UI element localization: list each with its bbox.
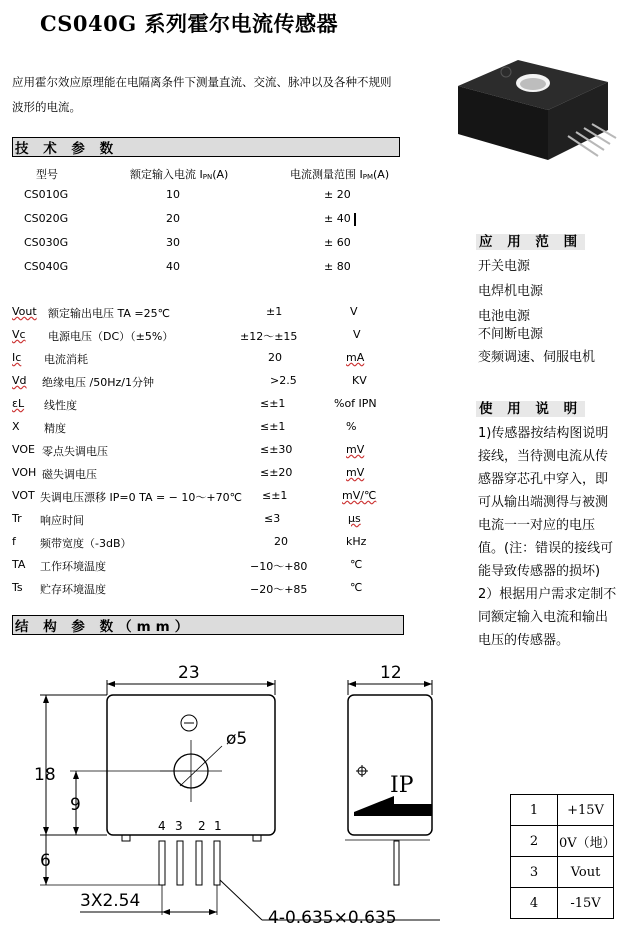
range-cell: ± 60 bbox=[324, 236, 351, 249]
param-name: 磁失调电压 bbox=[42, 468, 97, 481]
model-cell: CS010G bbox=[24, 188, 69, 201]
rated-header: 额定输入电流 $I_{PN}(A)$ bbox=[130, 168, 229, 181]
param-value: 20 bbox=[268, 351, 282, 364]
param-name: 工作环境温度 bbox=[40, 560, 106, 573]
param-symbol: Ts bbox=[12, 581, 23, 594]
param-value: −20～+85 bbox=[250, 583, 308, 596]
param-row bbox=[0, 535, 400, 555]
param-name: 电源电压（DC）（±5%） bbox=[48, 330, 174, 343]
center-dimension: 9 bbox=[70, 795, 81, 815]
usage-paragraph-1: 1)传感器按结构图说明接线，当待测电流从传感器穿芯孔中穿入，即可从输出端测得与被测电流一一对应的电压值。(注：错误的接线可能导致传感器的损坏) bbox=[478, 426, 614, 579]
param-unit: V bbox=[350, 305, 358, 318]
model-table bbox=[0, 188, 420, 288]
pin-number: 3 bbox=[175, 819, 183, 833]
param-unit: KV bbox=[352, 374, 367, 387]
application-item: 开关电源 bbox=[478, 259, 531, 274]
param-row bbox=[0, 512, 400, 532]
param-name: 电流消耗 bbox=[44, 353, 88, 366]
pin-num: 4 bbox=[511, 888, 558, 919]
range-header: 电流测量范围 $I_{PM}(A)$ bbox=[290, 168, 390, 181]
pin-row bbox=[511, 826, 614, 857]
param-row bbox=[0, 305, 400, 325]
param-unit: μs bbox=[348, 512, 361, 525]
param-name: 线性度 bbox=[44, 399, 77, 412]
pin-func: Vout bbox=[558, 857, 614, 888]
pin-row bbox=[511, 795, 614, 826]
param-unit: V bbox=[353, 328, 361, 341]
model-cell: CS040G bbox=[24, 260, 69, 273]
param-row bbox=[0, 466, 400, 486]
table-row bbox=[0, 260, 400, 280]
range-cell: ± 80 bbox=[324, 260, 351, 273]
param-symbol: Vd bbox=[12, 374, 27, 387]
structure-section-header bbox=[12, 615, 404, 635]
model-cell: CS030G bbox=[24, 236, 69, 249]
text-cursor bbox=[354, 213, 356, 226]
param-value: ≤±1 bbox=[262, 489, 288, 502]
pin-number: 1 bbox=[214, 819, 222, 833]
param-row bbox=[0, 558, 400, 578]
height-dimension: 18 bbox=[34, 765, 56, 785]
pin-num: 1 bbox=[511, 795, 558, 826]
param-name: 失调电压漂移 IP=0 TA = − 10～+70℃ bbox=[40, 491, 242, 504]
hole-dimension: ø5 bbox=[226, 729, 248, 749]
pin-length-dimension: 6 bbox=[40, 851, 51, 871]
range-cell: ± 20 bbox=[324, 188, 351, 201]
usage-text bbox=[478, 422, 620, 652]
param-unit: mA bbox=[346, 351, 365, 364]
width-dimension: 23 bbox=[178, 663, 200, 683]
pin-number: 2 bbox=[198, 819, 206, 833]
usage-title: 使 用 说 明 bbox=[476, 401, 585, 417]
depth-dimension: 12 bbox=[380, 663, 402, 683]
param-symbol: TA bbox=[12, 558, 26, 571]
param-unit: ℃ bbox=[350, 558, 363, 571]
param-name: 绝缘电压 /50Hz/1分钟 bbox=[42, 376, 154, 389]
intro-text: 应用霍尔效应原理能在电隔离条件下测量直流、交流、脉冲以及各种不规则波形的电流。 bbox=[12, 75, 392, 114]
param-value: ≤±1 bbox=[260, 420, 286, 433]
param-name: 额定输出电压 TA =25℃ bbox=[48, 307, 170, 320]
param-value: −10～+80 bbox=[250, 560, 308, 573]
param-value: ≤±20 bbox=[260, 466, 293, 479]
param-unit: mV bbox=[346, 466, 365, 479]
param-unit: kHz bbox=[346, 535, 367, 548]
pin-row bbox=[511, 857, 614, 888]
param-name: 贮存环境温度 bbox=[40, 583, 106, 596]
param-unit: % bbox=[346, 420, 357, 433]
param-name: 响应时间 bbox=[40, 514, 84, 527]
param-value: ≤±1 bbox=[260, 397, 286, 410]
param-symbol: X bbox=[12, 420, 20, 433]
param-symbol: VOE bbox=[12, 443, 35, 456]
param-row bbox=[0, 397, 400, 417]
param-symbol: VOT bbox=[12, 489, 35, 502]
param-name: 零点失调电压 bbox=[42, 445, 108, 458]
page-title: CS040G 系列霍尔电流传感器 bbox=[40, 11, 338, 36]
pin-row bbox=[511, 888, 614, 919]
pin-pitch-dimension: 3X2.54 bbox=[80, 891, 141, 911]
pin-num: 2 bbox=[511, 826, 558, 857]
param-row bbox=[0, 581, 400, 601]
param-unit: ℃ bbox=[350, 581, 363, 594]
pin-table bbox=[510, 794, 614, 919]
model-cell: CS020G bbox=[24, 212, 69, 225]
application-item: 变频调速、伺服电机 bbox=[478, 350, 596, 365]
param-symbol: Vc bbox=[12, 328, 26, 341]
param-value: ±12～±15 bbox=[240, 330, 298, 343]
usage-heading bbox=[476, 397, 585, 417]
param-name: 精度 bbox=[44, 422, 66, 435]
applications-title: 应 用 范 围 bbox=[476, 234, 585, 250]
applications-heading bbox=[476, 230, 585, 250]
table-row bbox=[0, 212, 400, 232]
param-row bbox=[0, 489, 400, 509]
pin-func: +15V bbox=[558, 795, 614, 826]
rated-cell: 40 bbox=[166, 260, 180, 273]
param-unit: mV/℃ bbox=[342, 489, 377, 502]
param-symbol: VOH bbox=[12, 466, 37, 479]
pin-func: -15V bbox=[558, 888, 614, 919]
rated-cell: 30 bbox=[166, 236, 180, 249]
param-symbol: Tr bbox=[12, 512, 22, 525]
param-row bbox=[0, 328, 400, 348]
param-value: ±1 bbox=[266, 305, 283, 318]
param-symbol: Ic bbox=[12, 351, 22, 364]
pin-num: 3 bbox=[511, 857, 558, 888]
table-row bbox=[0, 188, 400, 208]
structure-drawing bbox=[0, 640, 470, 940]
param-row bbox=[0, 443, 400, 463]
range-cell: ± 40 bbox=[324, 212, 351, 225]
tech-section-title: 技 术 参 数 bbox=[15, 141, 119, 157]
product-photo bbox=[448, 48, 618, 168]
pin-size-dimension: 4-0.635×0.635 bbox=[268, 908, 397, 928]
table-row bbox=[0, 236, 400, 256]
tech-section-header bbox=[12, 137, 400, 157]
param-value: ≤3 bbox=[264, 512, 281, 525]
structure-section-title: 结 构 参 数（mm） bbox=[15, 619, 194, 635]
application-item: 电池电源 bbox=[478, 309, 531, 324]
param-symbol: f bbox=[12, 535, 16, 548]
param-row bbox=[0, 420, 400, 440]
param-unit: mV bbox=[346, 443, 365, 456]
application-item: 电焊机电源 bbox=[478, 284, 544, 299]
rated-cell: 10 bbox=[166, 188, 180, 201]
pin-number: 4 bbox=[158, 819, 166, 833]
param-table bbox=[0, 305, 420, 605]
ip-label: IP bbox=[390, 773, 414, 798]
param-value: 20 bbox=[274, 535, 288, 548]
rated-cell: 20 bbox=[166, 212, 180, 225]
pin-func: 0V（地） bbox=[558, 826, 614, 857]
param-unit: %of IPN bbox=[334, 397, 377, 410]
application-item: 不间断电源 bbox=[478, 327, 544, 342]
param-value: ≤±30 bbox=[260, 443, 293, 456]
model-header: 型号 bbox=[36, 168, 58, 181]
param-symbol: εL bbox=[12, 397, 25, 410]
param-row bbox=[0, 374, 400, 394]
param-value: >2.5 bbox=[270, 374, 297, 387]
param-name: 频带宽度（-3dB） bbox=[40, 537, 132, 550]
param-symbol: Vout bbox=[12, 305, 37, 318]
usage-paragraph-2: 2）根据用户需求定制不同额定输入电流和输出电压的传感器。 bbox=[478, 587, 617, 648]
param-row bbox=[0, 351, 400, 371]
